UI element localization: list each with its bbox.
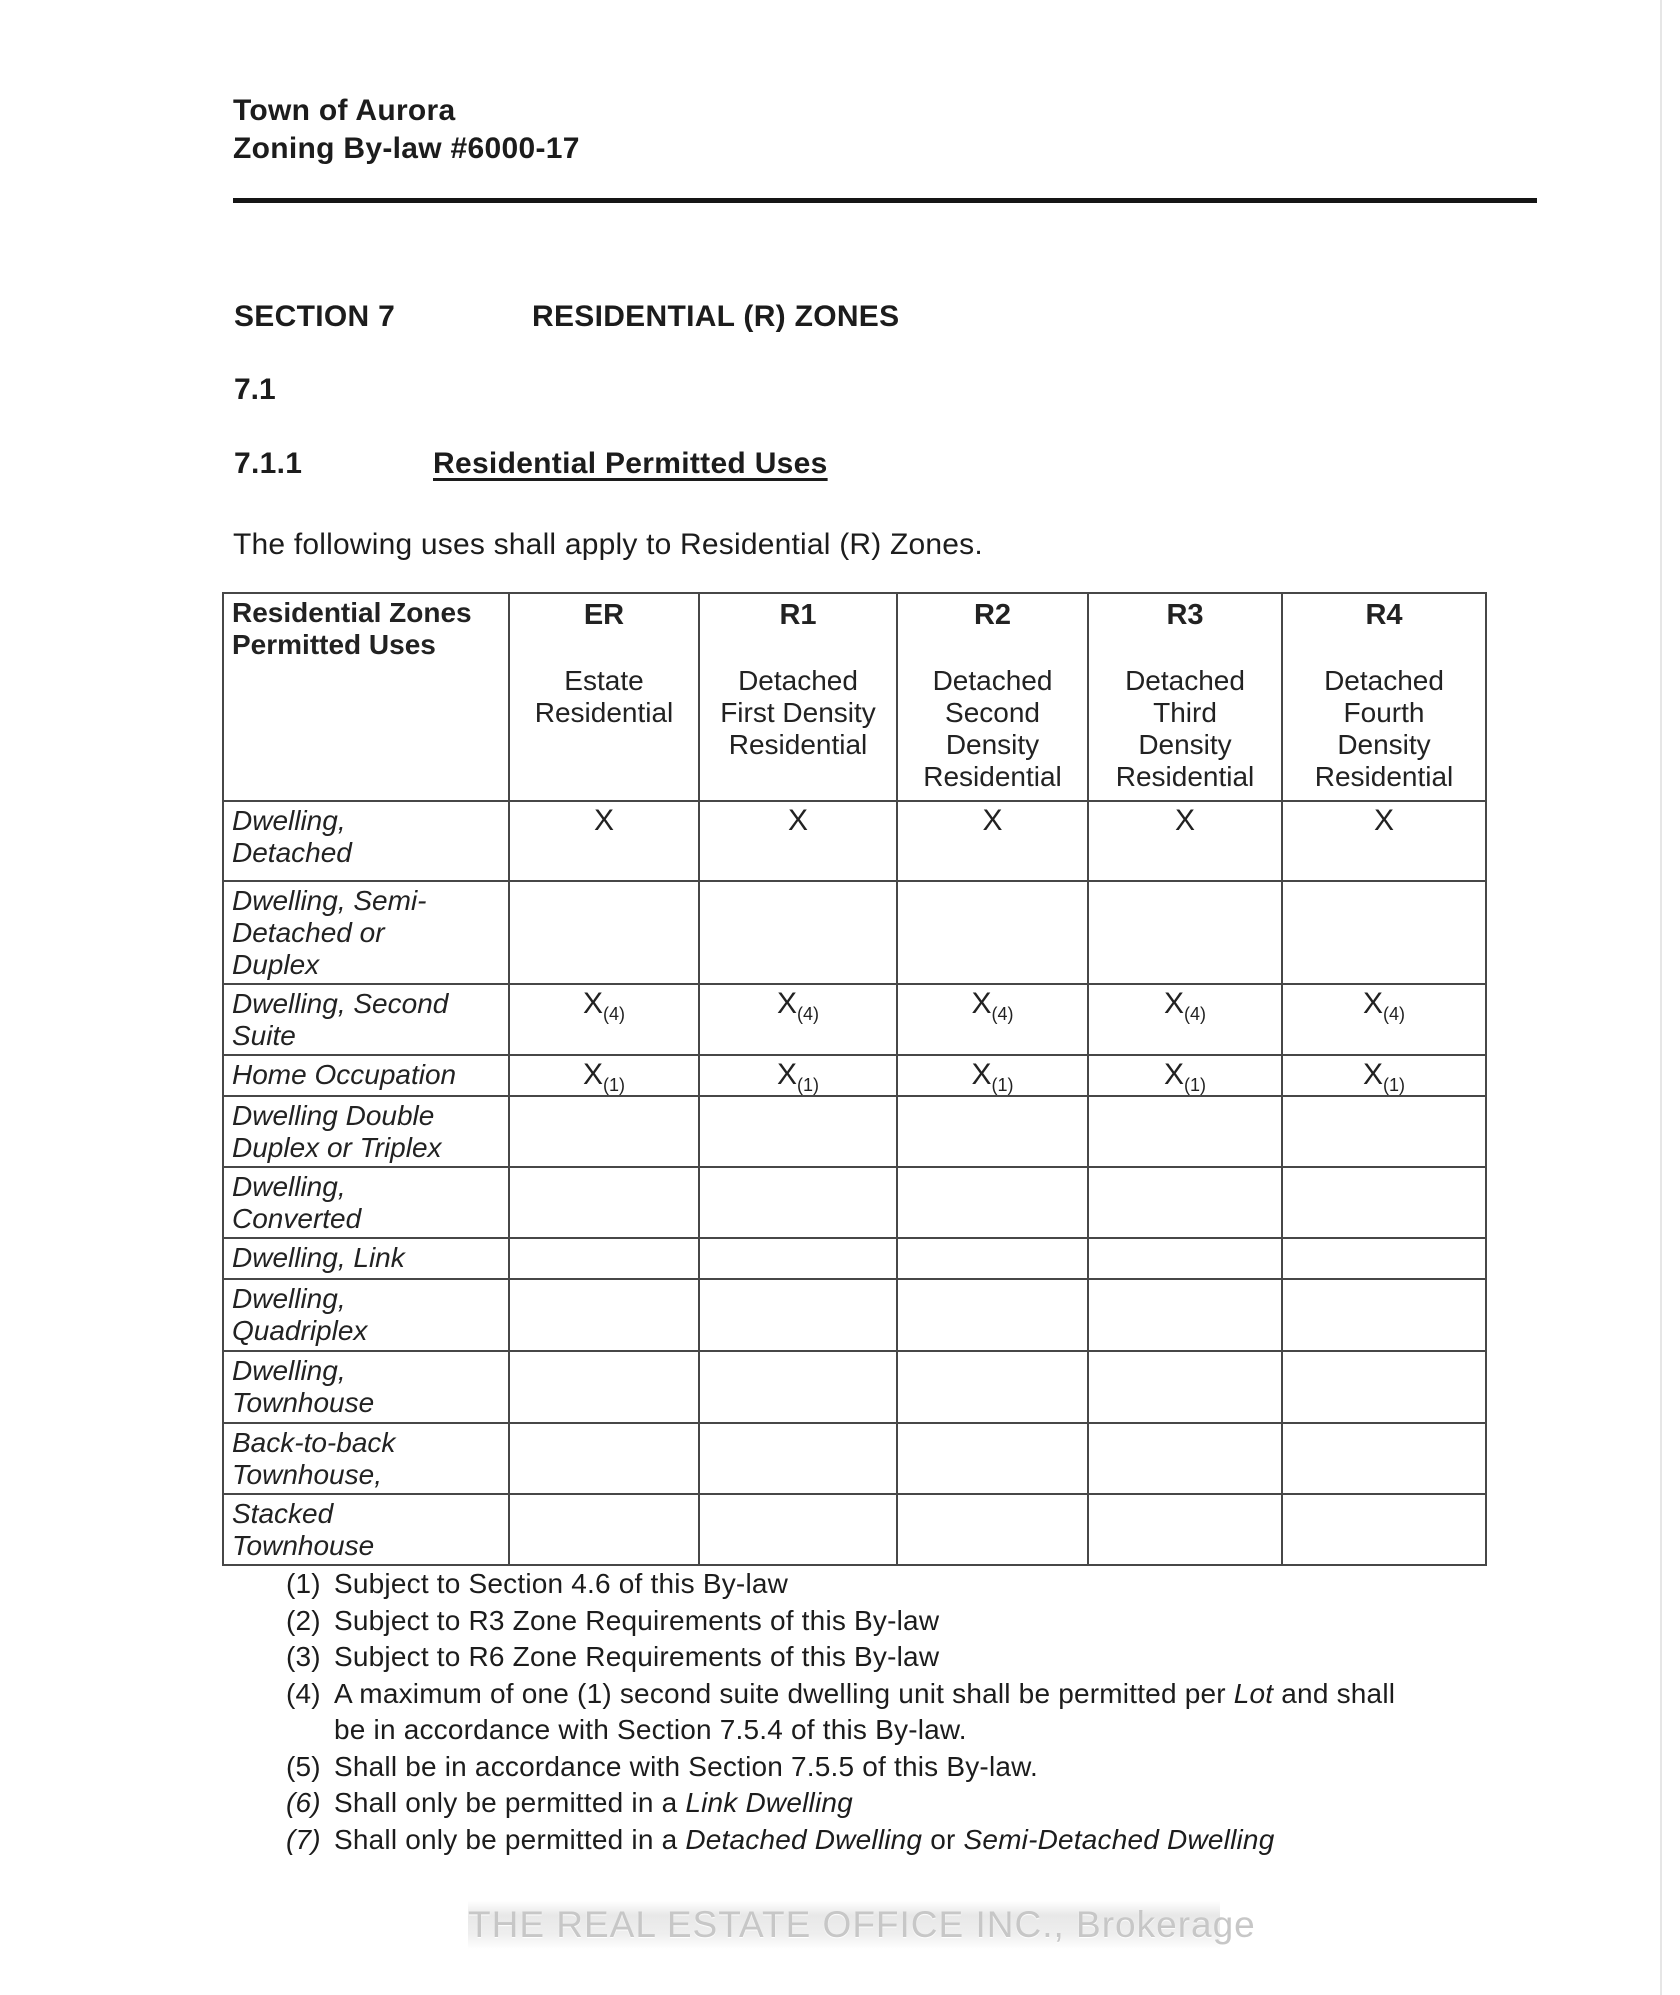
empty-cell xyxy=(699,1167,897,1238)
empty-cell xyxy=(1282,1423,1486,1494)
zone-column-header-er xyxy=(509,593,699,801)
empty-cell xyxy=(699,1238,897,1279)
empty-cell xyxy=(1088,1494,1282,1565)
zone-code: R4 xyxy=(1365,599,1403,631)
footnote-text: Subject to R6 Zone Requirements of this By-law xyxy=(334,1641,940,1672)
table-row xyxy=(223,1494,1486,1565)
empty-cell xyxy=(509,1423,699,1494)
empty-cell xyxy=(699,1423,897,1494)
footnote-marker: (3) xyxy=(286,1641,321,1672)
header-bylaw-number: Zoning By-law #6000-17 xyxy=(233,132,580,165)
permitted-mark: $X_{(1)}$ xyxy=(1282,1055,1486,1096)
footnote-marker: (4) xyxy=(286,1677,321,1709)
permitted-mark: $X_{(4)}$ xyxy=(1282,984,1486,1055)
empty-cell xyxy=(1282,1279,1486,1351)
permitted-mark: X xyxy=(897,801,1088,881)
empty-cell xyxy=(897,1279,1088,1351)
permitted-mark: X xyxy=(1282,801,1486,881)
empty-cell xyxy=(699,881,897,984)
empty-cell xyxy=(897,1096,1088,1167)
empty-cell xyxy=(509,1494,699,1565)
empty-cell xyxy=(1282,1167,1486,1238)
zone-column-header-r3 xyxy=(1088,593,1282,801)
zone-code: R3 xyxy=(1166,599,1204,631)
permitted-mark: $X_{(1)}$ xyxy=(897,1055,1088,1096)
empty-cell xyxy=(509,1096,699,1167)
footnote xyxy=(286,1749,1446,1786)
empty-cell xyxy=(699,1351,897,1423)
use-label: Dwelling, Link xyxy=(223,1238,509,1279)
use-label: Dwelling, Second Suite xyxy=(223,984,509,1055)
brokerage-watermark: THE REAL ESTATE OFFICE INC., Brokerage xyxy=(468,1901,1220,1949)
permitted-mark: X xyxy=(509,801,699,881)
use-label: Dwelling, Semi-Detached or Duplex xyxy=(223,881,509,984)
footnote-marker: (6) xyxy=(286,1787,321,1818)
use-label: Dwelling, Quadriplex xyxy=(223,1279,509,1351)
empty-cell xyxy=(699,1096,897,1167)
permitted-mark: $X_{(1)}$ xyxy=(509,1055,699,1096)
subsection-number: 7.1 xyxy=(234,373,276,406)
table-row xyxy=(223,1238,1486,1279)
zone-code: ER xyxy=(583,599,625,631)
footnote xyxy=(286,1676,1446,1749)
footnote xyxy=(286,1639,1446,1676)
footnote-marker: (2) xyxy=(286,1604,321,1636)
zone-code: R2 xyxy=(973,599,1012,631)
use-label: Stacked Townhouse xyxy=(223,1494,509,1565)
zone-name: Detached Second Density Residential xyxy=(923,665,1062,792)
empty-cell xyxy=(897,1423,1088,1494)
empty-cell xyxy=(509,1351,699,1423)
use-label: Dwelling, Detached xyxy=(223,801,509,881)
footnote xyxy=(286,1566,1446,1603)
footnote xyxy=(286,1603,1446,1640)
permitted-uses-table xyxy=(222,592,1487,1566)
subsubsection-number: 7.1.1 xyxy=(234,447,303,480)
zone-column-header-r1 xyxy=(699,593,897,801)
zone-name: Detached Fourth Density Residential xyxy=(1314,665,1454,792)
footnote-text: Shall only be permitted in a Detached Dwelling or Semi-Detached Dwelling xyxy=(334,1823,1275,1855)
table-row xyxy=(223,1279,1486,1351)
empty-cell xyxy=(1282,881,1486,984)
zone-code: R1 xyxy=(779,599,817,631)
use-label: Home Occupation xyxy=(223,1055,509,1096)
zone-name: Estate Residential xyxy=(534,665,674,728)
permitted-mark: $X_{(1)}$ xyxy=(699,1055,897,1096)
footnote xyxy=(286,1822,1446,1859)
table-row xyxy=(223,1096,1486,1167)
section-title: RESIDENTIAL (R) ZONES xyxy=(532,300,900,333)
empty-cell xyxy=(897,1167,1088,1238)
empty-cell xyxy=(1282,1351,1486,1423)
zone-name: Detached Third Density Residential xyxy=(1115,665,1255,792)
table-header-row xyxy=(223,593,1486,801)
zone-name: Detached First Density Residential xyxy=(720,665,876,760)
empty-cell xyxy=(1088,1238,1282,1279)
empty-cell xyxy=(897,1351,1088,1423)
table-row xyxy=(223,1167,1486,1238)
empty-cell xyxy=(1088,1423,1282,1494)
footnote xyxy=(286,1785,1446,1822)
header-town-name: Town of Aurora xyxy=(233,94,456,127)
permitted-mark: $X_{(4)}$ xyxy=(1088,984,1282,1055)
footnote-marker: (7) xyxy=(286,1823,321,1855)
document-header xyxy=(233,92,580,168)
footnote-text: Subject to Section 4.6 of this By-law xyxy=(334,1568,789,1599)
permitted-mark: X xyxy=(1088,801,1282,881)
empty-cell xyxy=(1282,1096,1486,1167)
empty-cell xyxy=(897,1238,1088,1279)
empty-cell xyxy=(509,881,699,984)
empty-cell xyxy=(509,1238,699,1279)
empty-cell xyxy=(1088,1351,1282,1423)
footnote-marker: (5) xyxy=(286,1750,321,1782)
footnote-text: Shall be in accordance with Section 7.5.5 of this By-law. xyxy=(334,1750,1039,1782)
empty-cell xyxy=(897,881,1088,984)
zone-column-header-r2 xyxy=(897,593,1088,801)
empty-cell xyxy=(509,1279,699,1351)
permitted-mark: $X_{(4)}$ xyxy=(897,984,1088,1055)
use-label: Dwelling Double Duplex or Triplex xyxy=(223,1096,509,1167)
empty-cell xyxy=(699,1279,897,1351)
zone-column-header-r4 xyxy=(1282,593,1486,801)
permitted-mark: $X_{(4)}$ xyxy=(509,984,699,1055)
empty-cell xyxy=(1088,1279,1282,1351)
empty-cell xyxy=(1282,1238,1486,1279)
empty-cell xyxy=(1088,881,1282,984)
subsubsection-title: Residential Permitted Uses xyxy=(433,447,828,480)
footnote-marker: (1) xyxy=(286,1568,321,1599)
empty-cell xyxy=(1088,1096,1282,1167)
empty-cell xyxy=(1282,1494,1486,1565)
permitted-mark: $X_{(1)}$ xyxy=(1088,1055,1282,1096)
table-row xyxy=(223,1055,1486,1096)
table-row xyxy=(223,1351,1486,1423)
footnote-text: A maximum of one (1) second suite dwelling unit shall be permitted per Lot and shall be in accordance with Section 7.5.4 of this By-law. xyxy=(334,1677,1396,1745)
empty-cell xyxy=(897,1494,1088,1565)
section-number: SECTION 7 xyxy=(234,300,396,333)
intro-paragraph: The following uses shall apply to Residential (R) Zones. xyxy=(233,528,983,561)
empty-cell xyxy=(1088,1167,1282,1238)
section-heading xyxy=(234,300,899,334)
table-corner-header: Residential Zones Permitted Uses xyxy=(223,593,509,801)
table-row xyxy=(223,1423,1486,1494)
table-row xyxy=(223,984,1486,1055)
subsubsection-heading xyxy=(234,447,828,481)
permitted-mark: X xyxy=(699,801,897,881)
use-label: Dwelling, Townhouse xyxy=(223,1351,509,1423)
footnote-text: Shall only be permitted in a Link Dwelling xyxy=(334,1787,853,1818)
use-label: Back-to-back Townhouse, xyxy=(223,1423,509,1494)
empty-cell xyxy=(699,1494,897,1565)
footnote-text: Subject to R3 Zone Requirements of this By-law xyxy=(334,1604,940,1636)
permitted-mark: $X_{(4)}$ xyxy=(699,984,897,1055)
table-row xyxy=(223,801,1486,881)
empty-cell xyxy=(509,1167,699,1238)
header-rule xyxy=(233,198,1537,203)
footnotes-block xyxy=(286,1566,1446,1858)
use-label: Dwelling, Converted xyxy=(223,1167,509,1238)
table-row xyxy=(223,881,1486,984)
scan-page-edge xyxy=(1660,0,1662,1995)
